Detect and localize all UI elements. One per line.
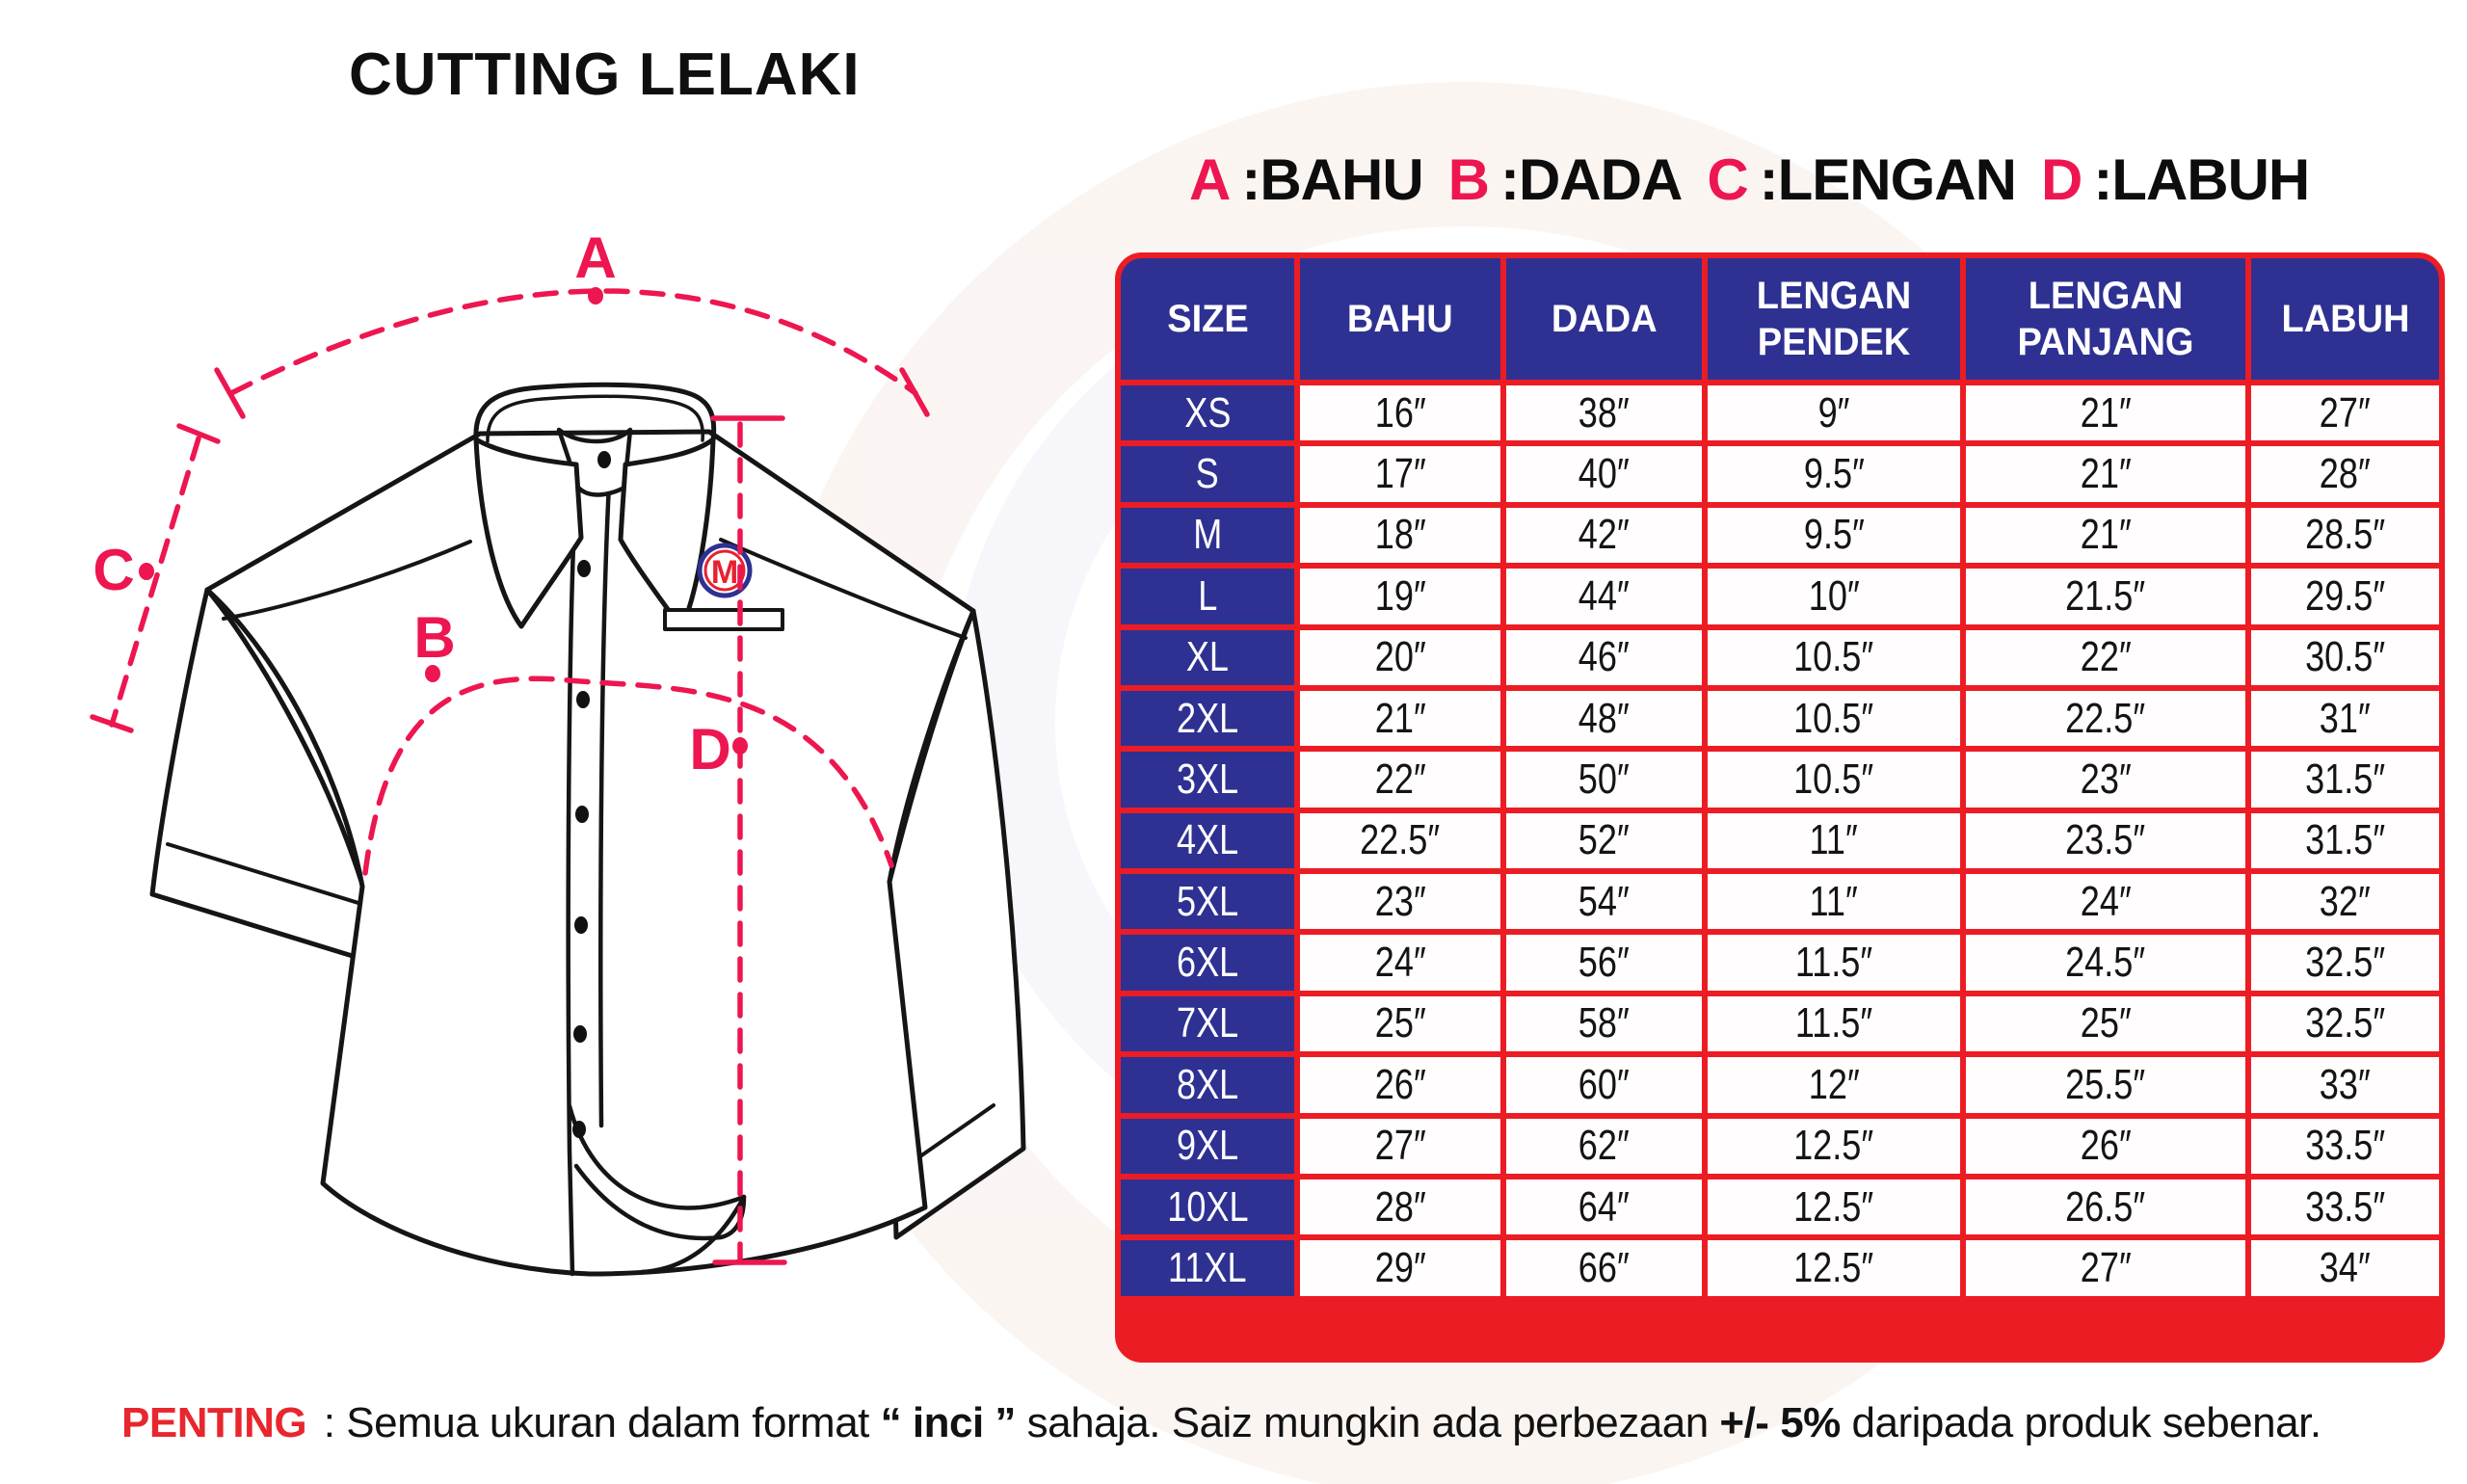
button xyxy=(573,1025,587,1043)
size-value-text: 9.5″ xyxy=(1803,450,1865,498)
size-value-text: 38″ xyxy=(1578,388,1630,437)
note-bold-text: +/- 5% xyxy=(1719,1399,1841,1446)
size-value-text: 20″ xyxy=(1374,633,1426,681)
size-value-text: 24″ xyxy=(1374,939,1426,987)
size-value xyxy=(1966,752,2245,807)
size-value xyxy=(1506,996,1702,1051)
size-label xyxy=(1121,935,1294,990)
legend-item-c xyxy=(1707,147,2016,212)
size-value-text: 22.5″ xyxy=(1360,816,1441,864)
size-value xyxy=(1966,996,2245,1051)
note-prefix: PENTING xyxy=(121,1399,307,1446)
size-value xyxy=(1506,446,1702,501)
size-value-text: 24″ xyxy=(2080,877,2132,925)
size-value-text: 32.5″ xyxy=(2305,939,2385,987)
size-value xyxy=(1300,1179,1500,1234)
size-value-text: 29.5″ xyxy=(2305,571,2385,620)
column-header-text: LABUH xyxy=(2280,298,2409,340)
size-value-text: 12.5″ xyxy=(1793,1182,1874,1231)
size-value xyxy=(2251,691,2439,746)
size-label xyxy=(1121,691,1294,746)
size-label-text: 7XL xyxy=(1176,999,1239,1047)
measure-a-arc xyxy=(231,291,915,393)
column-header-text: BAHU xyxy=(1347,298,1453,340)
size-value xyxy=(1506,1057,1702,1112)
size-value xyxy=(1708,1240,1960,1295)
size-value-text: 33.5″ xyxy=(2305,1182,2385,1231)
size-value xyxy=(2251,752,2439,807)
size-value xyxy=(2251,1057,2439,1112)
size-value-text: 25.5″ xyxy=(2065,1060,2146,1108)
size-value-text: 12.5″ xyxy=(1793,1122,1874,1170)
size-value-text: 56″ xyxy=(1578,939,1630,987)
marker-label-a: A xyxy=(574,225,617,290)
size-value-text: 27″ xyxy=(2320,388,2371,437)
size-value-text: 18″ xyxy=(1374,511,1426,559)
note-bold-text: “ inci ” xyxy=(880,1399,1016,1446)
note-text: : Semua ukuran dalam format xyxy=(312,1399,881,1446)
chest-pocket xyxy=(665,610,783,629)
size-value xyxy=(1966,508,2245,563)
size-value xyxy=(1506,813,1702,868)
size-value xyxy=(1300,1119,1500,1174)
size-value-text: 10.5″ xyxy=(1793,633,1874,681)
size-value-text: 52″ xyxy=(1578,816,1630,864)
size-value xyxy=(1506,1119,1702,1174)
size-label xyxy=(1121,874,1294,929)
size-value-text: 48″ xyxy=(1578,694,1630,742)
size-value xyxy=(1966,569,2245,623)
size-label xyxy=(1121,996,1294,1051)
column-header xyxy=(1506,258,1702,380)
size-value xyxy=(1506,1179,1702,1234)
size-value-text: 21″ xyxy=(2080,388,2132,437)
legend-word: :LENGAN xyxy=(1759,147,2016,212)
size-label xyxy=(1121,569,1294,623)
column-header xyxy=(1121,258,1294,380)
size-value xyxy=(1708,1119,1960,1174)
note-text: sahaja. Saiz mungkin ada perbezaan xyxy=(1015,1399,1720,1446)
size-value xyxy=(1300,569,1500,623)
button xyxy=(576,691,590,708)
size-value xyxy=(2251,569,2439,623)
size-label-text: 5XL xyxy=(1176,877,1239,925)
size-value xyxy=(1300,691,1500,746)
size-value xyxy=(1506,935,1702,990)
column-header xyxy=(1708,258,1960,380)
size-value-text: 31.5″ xyxy=(2305,755,2385,803)
button xyxy=(597,451,611,468)
legend-letter: A xyxy=(1189,147,1231,212)
legend-word: :BAHU xyxy=(1241,147,1423,212)
size-label-text: XL xyxy=(1185,633,1230,681)
size-value xyxy=(1506,752,1702,807)
size-value xyxy=(1300,630,1500,685)
size-value xyxy=(1506,1240,1702,1295)
size-value-text: 27″ xyxy=(1374,1122,1426,1170)
size-label xyxy=(1121,630,1294,685)
size-value xyxy=(1708,813,1960,868)
marker-dot-c xyxy=(139,563,154,580)
size-label xyxy=(1121,446,1294,501)
legend-letter: C xyxy=(1707,147,1748,212)
size-value-text: 34″ xyxy=(2320,1243,2371,1291)
size-value xyxy=(1300,752,1500,807)
size-value-text: 27″ xyxy=(2080,1243,2132,1291)
size-value-text: 33″ xyxy=(2320,1060,2371,1108)
size-value-text: 11.5″ xyxy=(1794,939,1873,987)
size-value xyxy=(1708,446,1960,501)
column-header xyxy=(1966,258,2245,380)
size-value xyxy=(1966,1179,2245,1234)
size-value xyxy=(1966,1119,2245,1174)
size-value-text: 21″ xyxy=(1374,694,1426,742)
size-value-text: 10″ xyxy=(1808,571,1860,620)
size-label xyxy=(1121,1057,1294,1112)
column-header-text: DADA xyxy=(1551,298,1658,340)
size-label-text: 4XL xyxy=(1176,816,1239,864)
size-value-text: 21″ xyxy=(2080,511,2132,559)
legend-item-b xyxy=(1448,147,1683,212)
size-value xyxy=(1966,1240,2245,1295)
size-value xyxy=(1300,1240,1500,1295)
size-value-text: 58″ xyxy=(1578,999,1630,1047)
size-value xyxy=(1708,1057,1960,1112)
size-label-text: 8XL xyxy=(1176,1060,1239,1108)
size-value xyxy=(1300,508,1500,563)
size-value xyxy=(2251,446,2439,501)
size-value xyxy=(2251,508,2439,563)
legend-word: :LABUH xyxy=(2093,147,2310,212)
size-label-text: 6XL xyxy=(1176,939,1239,987)
note xyxy=(121,1399,2321,1447)
size-value-text: 23″ xyxy=(2080,755,2132,803)
size-value xyxy=(2251,630,2439,685)
size-label-text: 9XL xyxy=(1176,1122,1239,1170)
size-value-text: 23″ xyxy=(1374,877,1426,925)
size-value xyxy=(2251,874,2439,929)
size-value xyxy=(2251,935,2439,990)
size-value xyxy=(2251,1179,2439,1234)
legend xyxy=(1189,146,2334,213)
size-value xyxy=(2251,1119,2439,1174)
size-value-text: 26.5″ xyxy=(2065,1182,2146,1231)
size-value-text: 22″ xyxy=(1374,755,1426,803)
size-label-text: 10XL xyxy=(1166,1182,1249,1231)
size-value-text: 30.5″ xyxy=(2305,633,2385,681)
size-label xyxy=(1121,752,1294,807)
size-value xyxy=(1708,935,1960,990)
size-value xyxy=(2251,1240,2439,1295)
legend-letter: D xyxy=(2040,147,2082,212)
size-value-text: 9.5″ xyxy=(1803,511,1865,559)
size-value xyxy=(2251,996,2439,1051)
size-value xyxy=(1506,569,1702,623)
size-label xyxy=(1121,508,1294,563)
size-value-text: 12″ xyxy=(1808,1060,1860,1108)
legend-word: :DADA xyxy=(1500,147,1683,212)
size-value-text: 19″ xyxy=(1374,571,1426,620)
size-value-text: 33.5″ xyxy=(2305,1122,2385,1170)
size-value xyxy=(1966,1057,2245,1112)
size-value-text: 32″ xyxy=(2320,877,2371,925)
size-value-text: 23.5″ xyxy=(2065,816,2146,864)
size-label-text: M xyxy=(1192,511,1223,559)
size-value-text: 22.5″ xyxy=(2065,694,2146,742)
size-label-text: XS xyxy=(1183,388,1232,437)
size-value-text: 31″ xyxy=(2320,694,2371,742)
size-value xyxy=(1300,935,1500,990)
size-label xyxy=(1121,813,1294,868)
size-value-text: 46″ xyxy=(1578,633,1630,681)
size-label-text: 2XL xyxy=(1176,694,1239,742)
size-value xyxy=(1506,508,1702,563)
size-label-text: S xyxy=(1195,450,1220,498)
size-value xyxy=(1506,630,1702,685)
size-value-text: 22″ xyxy=(2080,633,2132,681)
size-value-text: 24.5″ xyxy=(2065,939,2146,987)
size-value-text: 40″ xyxy=(1578,450,1630,498)
size-value-text: 26″ xyxy=(1374,1060,1426,1108)
size-value xyxy=(1708,752,1960,807)
size-value-text: 54″ xyxy=(1578,877,1630,925)
size-value xyxy=(1966,874,2245,929)
size-value xyxy=(1300,385,1500,440)
size-value xyxy=(1708,630,1960,685)
page-title: CUTTING LELAKI xyxy=(349,41,861,108)
size-value-text: 10.5″ xyxy=(1793,694,1874,742)
size-table xyxy=(1115,252,2445,1363)
logo-letter: M xyxy=(710,554,739,591)
size-label xyxy=(1121,1179,1294,1234)
size-value xyxy=(1708,996,1960,1051)
size-value xyxy=(1966,935,2245,990)
size-value-text: 62″ xyxy=(1578,1122,1630,1170)
column-header xyxy=(2251,258,2439,380)
column-header-text: LENGAN PENDEK xyxy=(1756,275,1912,363)
size-value-text: 16″ xyxy=(1374,388,1426,437)
legend-letter: B xyxy=(1447,147,1489,212)
size-value xyxy=(1966,385,2245,440)
button xyxy=(575,806,589,823)
size-value-text: 44″ xyxy=(1578,571,1630,620)
size-value-text: 50″ xyxy=(1578,755,1630,803)
note-body xyxy=(312,1399,2321,1446)
size-value-text: 21.5″ xyxy=(2065,571,2146,620)
size-label-text: L xyxy=(1197,571,1218,620)
size-value xyxy=(1300,813,1500,868)
size-value xyxy=(1506,385,1702,440)
size-value-text: 60″ xyxy=(1578,1060,1630,1108)
size-label xyxy=(1121,1119,1294,1174)
size-value-text: 11″ xyxy=(1809,816,1859,864)
marker-label-c: C xyxy=(93,538,135,602)
size-value-text: 25″ xyxy=(1374,999,1426,1047)
size-value-text: 21″ xyxy=(2080,450,2132,498)
column-header-text: SIZE xyxy=(1166,298,1249,340)
size-value xyxy=(1966,446,2245,501)
size-value-text: 31.5″ xyxy=(2305,816,2385,864)
size-value xyxy=(1708,691,1960,746)
size-value xyxy=(1300,1057,1500,1112)
size-value-text: 28″ xyxy=(1374,1182,1426,1231)
size-value-text: 26″ xyxy=(2080,1122,2132,1170)
size-value-text: 42″ xyxy=(1578,511,1630,559)
marker-label-b: B xyxy=(413,605,456,670)
size-value xyxy=(1708,874,1960,929)
size-value xyxy=(1966,691,2245,746)
button xyxy=(574,916,588,934)
size-value xyxy=(1708,569,1960,623)
column-header xyxy=(1300,258,1500,380)
size-value xyxy=(1708,1179,1960,1234)
size-value xyxy=(1300,874,1500,929)
legend-item-d xyxy=(2041,147,2309,212)
size-value xyxy=(1708,385,1960,440)
note-text: daripada produk sebenar. xyxy=(1840,1399,2321,1446)
measure-a-tick-left xyxy=(217,370,243,416)
size-value-text: 32.5″ xyxy=(2305,999,2385,1047)
size-value xyxy=(1300,996,1500,1051)
size-value-text: 25″ xyxy=(2080,999,2132,1047)
size-value-text: 28.5″ xyxy=(2305,511,2385,559)
size-label-text: 11XL xyxy=(1168,1243,1247,1291)
size-value-text: 12.5″ xyxy=(1793,1243,1874,1291)
size-value xyxy=(1966,813,2245,868)
size-value xyxy=(1708,508,1960,563)
button xyxy=(577,560,591,577)
size-value xyxy=(2251,385,2439,440)
size-value-text: 9″ xyxy=(1817,388,1850,437)
size-value-text: 11.5″ xyxy=(1794,999,1873,1047)
size-value-text: 11″ xyxy=(1809,877,1859,925)
size-value xyxy=(2251,813,2439,868)
size-label-text: 3XL xyxy=(1176,755,1239,803)
size-value xyxy=(1966,630,2245,685)
size-value xyxy=(1506,691,1702,746)
size-label xyxy=(1121,385,1294,440)
size-value-text: 10.5″ xyxy=(1793,755,1874,803)
size-value-text: 28″ xyxy=(2320,450,2371,498)
size-value-text: 17″ xyxy=(1374,450,1426,498)
size-value-text: 64″ xyxy=(1578,1182,1630,1231)
marker-label-d: D xyxy=(689,717,731,782)
size-value xyxy=(1300,446,1500,501)
column-header-text: LENGAN PANJANG xyxy=(2017,275,2194,363)
size-value-text: 66″ xyxy=(1578,1243,1630,1291)
marker-dot-d xyxy=(732,737,748,755)
size-value xyxy=(1506,874,1702,929)
size-value-text: 29″ xyxy=(1374,1243,1426,1291)
button xyxy=(572,1121,586,1138)
size-label xyxy=(1121,1240,1294,1295)
legend-item-a xyxy=(1189,147,1423,212)
